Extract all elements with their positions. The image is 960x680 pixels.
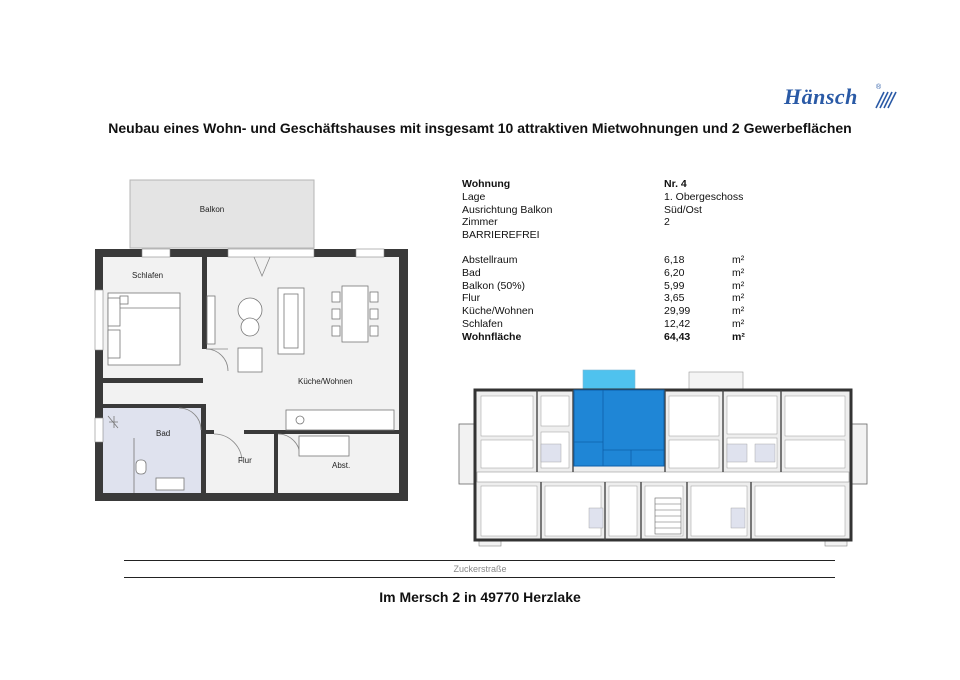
page-title: Neubau eines Wohn- und Geschäftshauses mit insgesamt 10 attraktiven Mietwohnungen und 2 Gewerbeflächen <box>108 120 852 136</box>
area-row <box>462 305 762 318</box>
area-value: 6,18 <box>664 253 685 266</box>
window <box>95 418 103 442</box>
street-line-top <box>124 560 835 561</box>
area-label: Abstellraum <box>462 253 518 266</box>
area-label: Küche/Wohnen <box>462 305 534 318</box>
info-label: Zimmer <box>462 216 498 229</box>
area-row <box>462 267 762 280</box>
toilet <box>136 460 146 474</box>
logo-stripes-icon <box>870 86 900 112</box>
area-value: 64,43 <box>664 330 691 343</box>
area-unit: m² <box>732 330 745 343</box>
area-row <box>462 292 762 305</box>
logo-text: Hänsch <box>784 84 858 109</box>
area-value: 12,42 <box>664 317 691 330</box>
apartment-floor-plan <box>94 178 410 504</box>
area-label: Balkon (50%) <box>462 279 526 292</box>
info-label: Wohnung <box>462 178 511 190</box>
street-line-bottom <box>124 577 835 578</box>
area-value: 3,65 <box>664 292 685 305</box>
kitchen-island <box>299 436 349 456</box>
room-label-flur: Flur <box>238 456 252 465</box>
info-label: Ausrichtung Balkon <box>462 203 553 216</box>
window <box>95 290 103 350</box>
apartment-info-table <box>462 178 762 344</box>
address: Im Mersch 2 in 49770 Herzlake <box>379 589 581 605</box>
highlighted-apartment <box>574 390 664 466</box>
logo-registered-mark: ® <box>876 84 882 91</box>
info-value: 2 <box>664 216 670 229</box>
room-label-kueche-wohnen: Küche/Wohnen <box>298 377 353 386</box>
info-row <box>462 216 762 229</box>
info-row <box>462 229 762 242</box>
info-value: 1. Obergeschoss <box>664 190 744 203</box>
room-label-balkon: Balkon <box>199 205 225 214</box>
area-unit: m² <box>732 305 745 318</box>
area-value: 6,20 <box>664 266 685 279</box>
building-floor-overview <box>455 368 871 550</box>
dining-table <box>342 286 368 342</box>
company-logo <box>784 84 900 114</box>
area-value: 29,99 <box>664 305 691 318</box>
info-row <box>462 204 762 217</box>
area-unit: m² <box>732 317 745 330</box>
bathroom-floor <box>103 408 201 493</box>
info-value: Süd/Ost <box>664 203 702 216</box>
room-label-bad: Bad <box>156 429 171 438</box>
info-label: Lage <box>462 190 486 203</box>
room-label-abst: Abst. <box>332 461 351 470</box>
area-row <box>462 318 762 331</box>
window <box>228 249 314 257</box>
area-unit: m² <box>732 253 745 266</box>
highlighted-balcony <box>583 370 635 390</box>
area-label: Schlafen <box>462 317 503 330</box>
info-value: Nr. 4 <box>664 178 687 190</box>
info-label: BARRIEREFREI <box>462 229 540 242</box>
area-label: Bad <box>462 266 481 279</box>
area-unit: m² <box>732 279 745 292</box>
armchair <box>238 348 262 372</box>
info-row <box>462 191 762 204</box>
window <box>356 249 384 257</box>
area-label: Flur <box>462 292 481 305</box>
washbasin <box>156 478 184 490</box>
area-row <box>462 254 762 267</box>
street-label: Zuckerstraße <box>453 564 507 574</box>
window <box>142 249 170 257</box>
balcony-area <box>130 180 314 248</box>
info-row <box>462 178 762 191</box>
room-label-schlafen: Schlafen <box>132 271 164 280</box>
area-value: 5,99 <box>664 279 685 292</box>
area-unit: m² <box>732 292 745 305</box>
area-label: Wohnfläche <box>462 330 522 343</box>
area-total-row <box>462 331 762 344</box>
area-unit: m² <box>732 266 745 279</box>
sideboard <box>207 296 215 344</box>
area-row <box>462 280 762 293</box>
